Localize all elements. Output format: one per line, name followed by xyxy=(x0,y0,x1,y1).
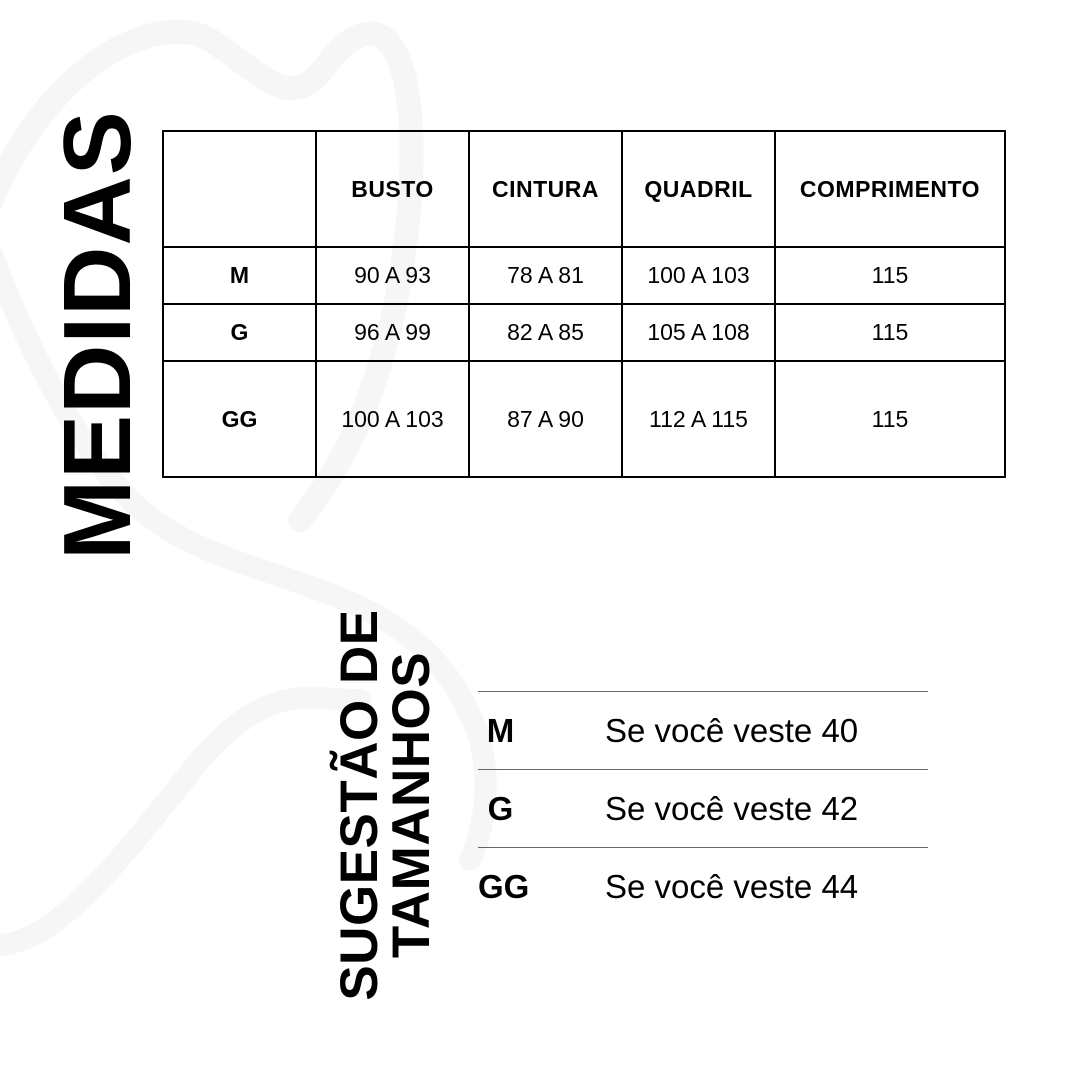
comprimento-cell: 115 xyxy=(775,247,1005,304)
busto-cell: 100 A 103 xyxy=(316,361,469,477)
measurements-table xyxy=(162,130,1006,478)
header-comprimento: COMPRIMENTO xyxy=(775,131,1005,247)
quadril-cell: 112 A 115 xyxy=(622,361,775,477)
busto-cell: 96 A 99 xyxy=(316,304,469,361)
list-item xyxy=(478,769,928,847)
comprimento-cell: 115 xyxy=(775,361,1005,477)
suggestion-size: GG xyxy=(478,868,530,905)
size-suggestion-list xyxy=(478,691,928,925)
suggestion-size: M xyxy=(486,712,515,749)
list-item xyxy=(478,847,928,925)
comprimento-cell: 115 xyxy=(775,304,1005,361)
quadril-cell: 105 A 108 xyxy=(622,304,775,361)
title-medidas: MEDIDAS xyxy=(44,110,151,560)
header-busto: BUSTO xyxy=(316,131,469,247)
title-line-2: TAMANHOS xyxy=(382,651,441,959)
busto-cell: 90 A 93 xyxy=(316,247,469,304)
quadril-cell: 100 A 103 xyxy=(622,247,775,304)
header-quadril: QUADRIL xyxy=(622,131,775,247)
title-line-1: SUGESTÃO DE xyxy=(330,609,390,1001)
header-size xyxy=(163,131,316,247)
table-row xyxy=(163,304,1005,361)
suggestion-text: Se você veste 40 xyxy=(605,712,859,749)
table-row xyxy=(163,361,1005,477)
size-cell: G xyxy=(163,304,316,361)
suggestion-text: Se você veste 42 xyxy=(605,790,859,827)
list-item xyxy=(478,691,928,769)
size-cell: M xyxy=(163,247,316,304)
suggestion-size: G xyxy=(487,790,514,827)
table-row xyxy=(163,247,1005,304)
cintura-cell: 82 A 85 xyxy=(469,304,622,361)
table-header-row xyxy=(163,131,1005,247)
suggestion-text: Se você veste 44 xyxy=(605,868,859,905)
header-cintura: CINTURA xyxy=(469,131,622,247)
size-cell: GG xyxy=(163,361,316,477)
title-sugestao-de-tamanhos xyxy=(330,609,441,1001)
cintura-cell: 87 A 90 xyxy=(469,361,622,477)
cintura-cell: 78 A 81 xyxy=(469,247,622,304)
